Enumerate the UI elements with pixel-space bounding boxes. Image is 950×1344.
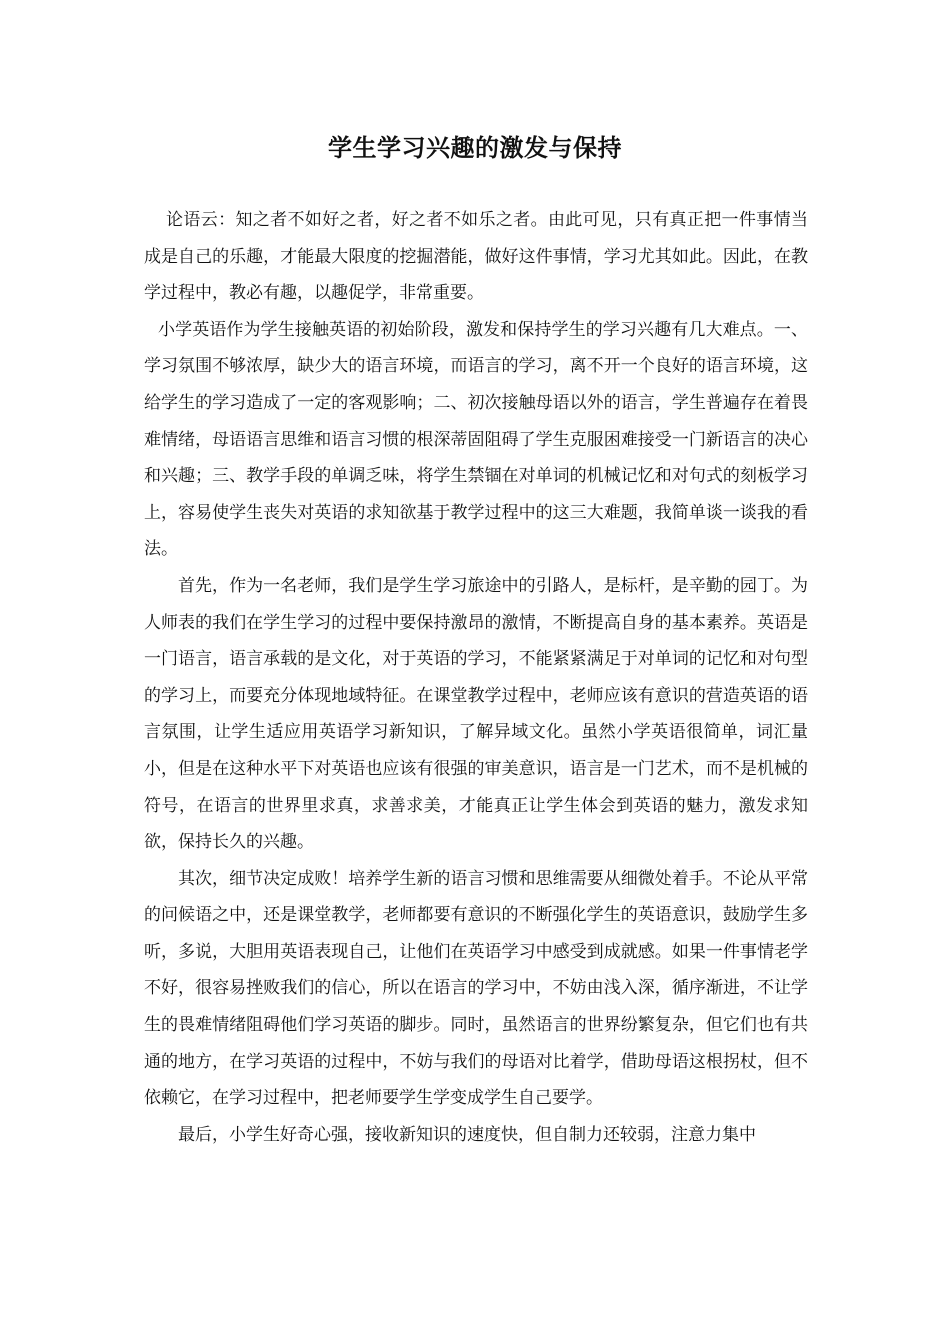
- paragraph-3: 首先，作为一名老师，我们是学生学习旅途中的引路人，是标杆，是辛勤的园丁。为人师表的我们在学生学习的过程中要保持激昂的激情，不断提高自身的基本素养。英语是一门语言，语言承载的是文化，对于英语的学习，不能紧紧满足于对单词的记忆和对句型的学习上，而要充分体现地域特征。在课堂教学过程中，老师应该有意识的营造英语的语言氛围，让学生适应用英语学习新知识，了解异域文化。虽然小学英语很简单，词汇量小，但是在这种水平下对英语也应该有很强的审美意识，语言是一门艺术，而不是机械的符号，在语言的世界里求真，求善求美，才能真正让学生体会到英语的魅力，激发求知欲，保持长久的兴趣。: [144, 575, 808, 853]
- paragraph-5: 最后，小学生好奇心强，接收新知识的速度快，但自制力还较弱，注意力集中: [178, 1124, 756, 1145]
- paragraph-1: 论语云：知之者不如好之者，好之者不如乐之者。由此可见，只有真正把一件事情当成是自己的乐趣，才能最大限度的挖掘潜能，做好这件事情，学习尤其如此。因此，在教学过程中，教必有趣，以趣促学，非常重要。: [144, 210, 808, 304]
- paragraph-2: 小学英语作为学生接触英语的初始阶段，激发和保持学生的学习兴趣有几大难点。一、学习氛围不够浓厚，缺少大的语言环境，而语言的学习，离不开一个良好的语言环境，这给学生的学习造成了一定的客观影响；二、初次接触母语以外的语言，学生普遍存在着畏难情绪，母语语言思维和语言习惯的根深蒂固阻碍了学生克服困难接受一门新语言的决心和兴趣；三、教学手段的单调乏味，将学生禁锢在对单词的机械记忆和对句式的刻板学习上，容易使学生丧失对英语的求知欲基于教学过程中的这三大难题，我简单谈一谈我的看法。: [144, 319, 808, 560]
- document-body: [144, 202, 808, 1153]
- document-title: 学生学习兴趣的激发与保持: [328, 133, 622, 162]
- paragraph-4: 其次，细节决定成败！培养学生新的语言习惯和思维需要从细微处着手。不论从平常的问候语之中，还是课堂教学，老师都要有意识的不断强化学生的英语意识，鼓励学生多听，多说，大胆用英语表现自己，让他们在英语学习中感受到成就感。如果一件事情老学不好，很容易挫败我们的信心，所以在语言的学习中，不妨由浅入深，循序渐进，不让学生的畏难情绪阻碍他们学习英语的脚步。同时，虽然语言的世界纷繁复杂，但它们也有共通的地方，在学习英语的过程中，不妨与我们的母语对比着学，借助母语这根拐杖，但不依赖它，在学习过程中，把老师要学生学变成学生自己要学。: [144, 868, 808, 1109]
